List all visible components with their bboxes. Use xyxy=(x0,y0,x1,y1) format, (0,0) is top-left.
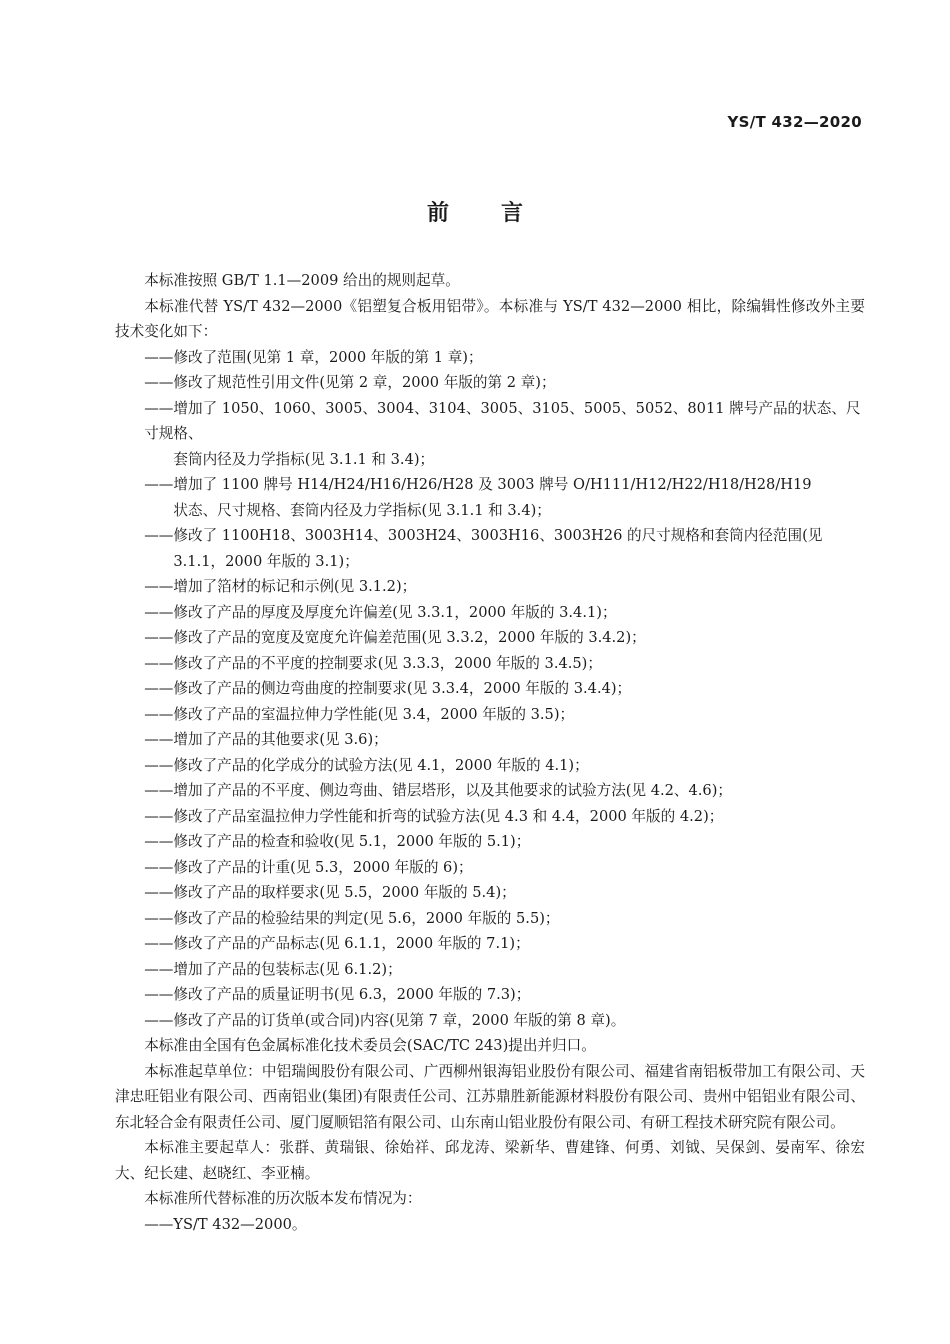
paragraph: 本标准由全国有色金属标准化技术委员会(SAC/TC 243)提出并归口。 xyxy=(144,1037,596,1054)
list-item: ——增加了产品的其他要求(见 3.6)； xyxy=(144,731,388,748)
paragraph: 本标准所代替标准的历次版本发布情况为： xyxy=(144,1190,422,1207)
list-item: ——修改了产品的产品标志(见 6.1.1，2000 年版的 7.1)； xyxy=(144,935,530,952)
list-item: ——修改了产品的侧边弯曲度的控制要求(见 3.3.4，2000 年版的 3.4.4)； xyxy=(144,680,632,697)
list-item: ——修改了产品的检验结果的判定(见 5.6，2000 年版的 5.5)； xyxy=(144,909,560,927)
list-item: ——修改了产品的化学成分的试验方法(见 4.1，2000 年版的 4.1)； xyxy=(144,756,589,774)
list-item: ——增加了 1100 牌号 H14/H24/H16/H26/H28 及 3003 牌号 O/H111/H12/H22/H18/H28/H19 状态、尺寸规格、套筒内径及力学指标(见 3.1.1 和 3.4)； xyxy=(144,476,812,519)
list-item: ——增加了 1050、1060、3005、3004、3104、3005、3105、5005、5052、8011 牌号产品的状态、尺寸规格、 套筒内径及力学指标(见 3.1.1 和 3.4)； xyxy=(144,399,861,468)
change-list xyxy=(115,345,865,1034)
list-item: ——修改了产品的不平度的控制要求(见 3.3.3，2000 年版的 3.4.5)； xyxy=(144,654,602,672)
list-item: ——修改了产品的订货单(或合同)内容(见第 7 章，2000 年版的第 8 章)。 xyxy=(144,1011,626,1029)
paragraph: 本标准主要起草人：张群、黄瑞银、徐始祥、邱龙涛、梁新华、曹建锋、何勇、刘钺、吴保剑、晏南军、徐宏大、纪长建、赵晓红、李亚楠。 xyxy=(115,1139,865,1182)
list-item: ——修改了产品的取样要求(见 5.5，2000 年版的 5.4)； xyxy=(144,884,516,901)
list-item: ——增加了产品的不平度、侧边弯曲、错层塔形，以及其他要求的试验方法(见 4.2、4.6)； xyxy=(144,782,733,799)
list-item: ——增加了箔材的标记和示例(见 3.1.2)； xyxy=(144,578,417,595)
list-item: ——修改了规范性引用文件(见第 2 章，2000 年版的第 2 章)； xyxy=(144,374,556,391)
list-item: ——修改了产品的检查和验收(见 5.1，2000 年版的 5.1)； xyxy=(144,833,531,850)
list-item: ——修改了产品的厚度及厚度允许偏差(见 3.3.1，2000 年版的 3.4.1)； xyxy=(144,603,617,621)
paragraph: 本标准代替 YS/T 432—2000《铝塑复合板用铝带》。本标准与 YS/T 432—2000 相比，除编辑性修改外主要技术变化如下： xyxy=(115,297,865,340)
standard-code: YS/T 432—2020 xyxy=(727,113,862,131)
list-item: ——修改了范围(见第 1 章，2000 年版的第 1 章)； xyxy=(144,348,483,366)
list-item: ——修改了产品的计重(见 5.3，2000 年版的 6)； xyxy=(144,858,473,876)
list-item: ——增加了产品的包装标志(见 6.1.2)； xyxy=(144,960,402,978)
list-item: ——修改了产品的宽度及宽度允许偏差范围(见 3.3.2，2000 年版的 3.4.2)； xyxy=(144,629,646,646)
list-item: ——修改了 1100H18、3003H14、3003H24、3003H16、3003H26 的尺寸规格和套筒内径范围(见 3.1.1，2000 年版的 3.1)； xyxy=(144,527,823,570)
list-item: ——修改了产品的室温拉伸力学性能(见 3.4，2000 年版的 3.5)； xyxy=(144,705,575,723)
document-body xyxy=(115,268,865,1237)
paragraph: 本标准按照 GB/T 1.1—2009 给出的规则起草。 xyxy=(144,272,460,289)
list-item: ——修改了产品室温拉伸力学性能和折弯的试验方法(见 4.3 和 4.4，2000 年版的 4.2)； xyxy=(144,807,724,825)
list-item: ——修改了产品的质量证明书(见 6.3，2000 年版的 7.3)； xyxy=(144,986,531,1003)
page-title: 前言 xyxy=(426,201,575,226)
list-item: ——YS/T 432—2000。 xyxy=(144,1215,307,1233)
paragraph: 本标准起草单位：中铝瑞闽股份有限公司、广西柳州银海铝业股份有限公司、福建省南铝板带加工有限公司、天津忠旺铝业有限公司、西南铝业(集团)有限责任公司、江苏鼎胜新能源材料股份有限公司、贵州中铝铝业有限公司、东北轻合金有限责任公司、厦门厦顺铝箔有限公司、山东南山铝业股份有限公司、有研工程技术研究院有限公司。 xyxy=(115,1062,865,1131)
